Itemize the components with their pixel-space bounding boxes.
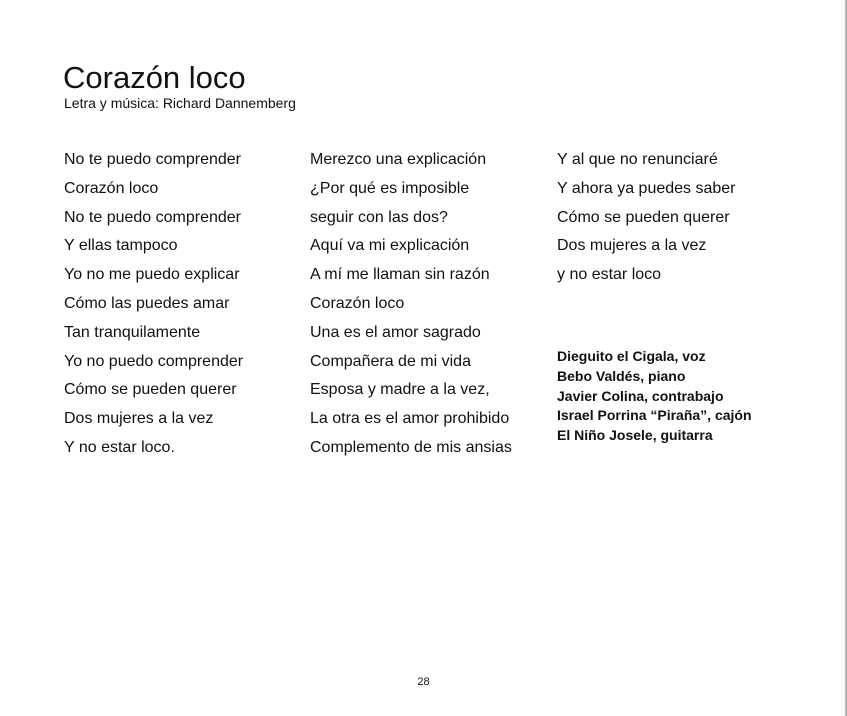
lyric-line: Y ellas tampoco <box>64 237 178 255</box>
lyric-line: Yo no me puedo explicar <box>64 266 240 284</box>
lyric-line: Corazón loco <box>310 294 405 312</box>
lyric-line: Compañera de mi vida <box>310 352 471 370</box>
lyric-line: Yo no puedo comprender <box>64 352 244 370</box>
lyric-line: seguir con las dos? <box>310 208 448 226</box>
lyric-line: Aquí va mi explicación <box>310 237 470 255</box>
performer-credits <box>557 347 752 446</box>
lyric-line: Cómo las puedes amar <box>64 294 230 312</box>
lyrics-column-3 <box>557 146 736 290</box>
lyric-line: Complemento de mis ansias <box>310 438 512 456</box>
performer-credit: El Niño Josele, guitarra <box>557 427 713 444</box>
lyric-line: Dos mujeres a la vez <box>557 237 707 255</box>
lyric-line: Una es el amor sagrado <box>310 323 481 341</box>
lyric-line: No te puedo comprender <box>64 208 241 226</box>
lyrics-column-1 <box>64 146 243 463</box>
lyric-line: Merezco una explicación <box>310 151 487 168</box>
lyric-line: ¿Por qué es imposible <box>310 179 470 197</box>
lyric-line: Y ahora ya puedes saber <box>557 179 736 197</box>
performer-credit: Bebo Valdés, piano <box>557 367 686 384</box>
performer-credit: Dieguito el Cigala, voz <box>557 348 706 364</box>
performer-credit: Israel Porrina “Piraña”, cajón <box>557 407 752 424</box>
lyric-line: Y no estar loco. <box>64 438 175 456</box>
lyric-line: Y al que no renunciaré <box>557 151 718 168</box>
lyric-line: Esposa y madre a la vez, <box>310 381 490 399</box>
page-number: 28 <box>417 676 430 688</box>
lyric-line: Dos mujeres a la vez <box>64 410 214 428</box>
lyric-line: y no estar loco <box>557 266 662 284</box>
lyric-line: Tan tranquilamente <box>64 323 201 341</box>
song-credits: Letra y música: Richard Dannemberg <box>64 95 296 111</box>
lyric-line: Corazón loco <box>64 179 159 197</box>
lyric-line: Cómo se pueden querer <box>64 381 237 399</box>
lyric-line: La otra es el amor prohibido <box>310 410 510 428</box>
song-title: Corazón loco <box>63 60 246 95</box>
performer-credit: Javier Colina, contrabajo <box>557 387 724 404</box>
lyric-line: A mí me llaman sin razón <box>310 266 490 284</box>
lyrics-column-2 <box>310 146 512 463</box>
lyric-line: Cómo se pueden querer <box>557 208 730 226</box>
lyric-line: No te puedo comprender <box>64 151 241 168</box>
